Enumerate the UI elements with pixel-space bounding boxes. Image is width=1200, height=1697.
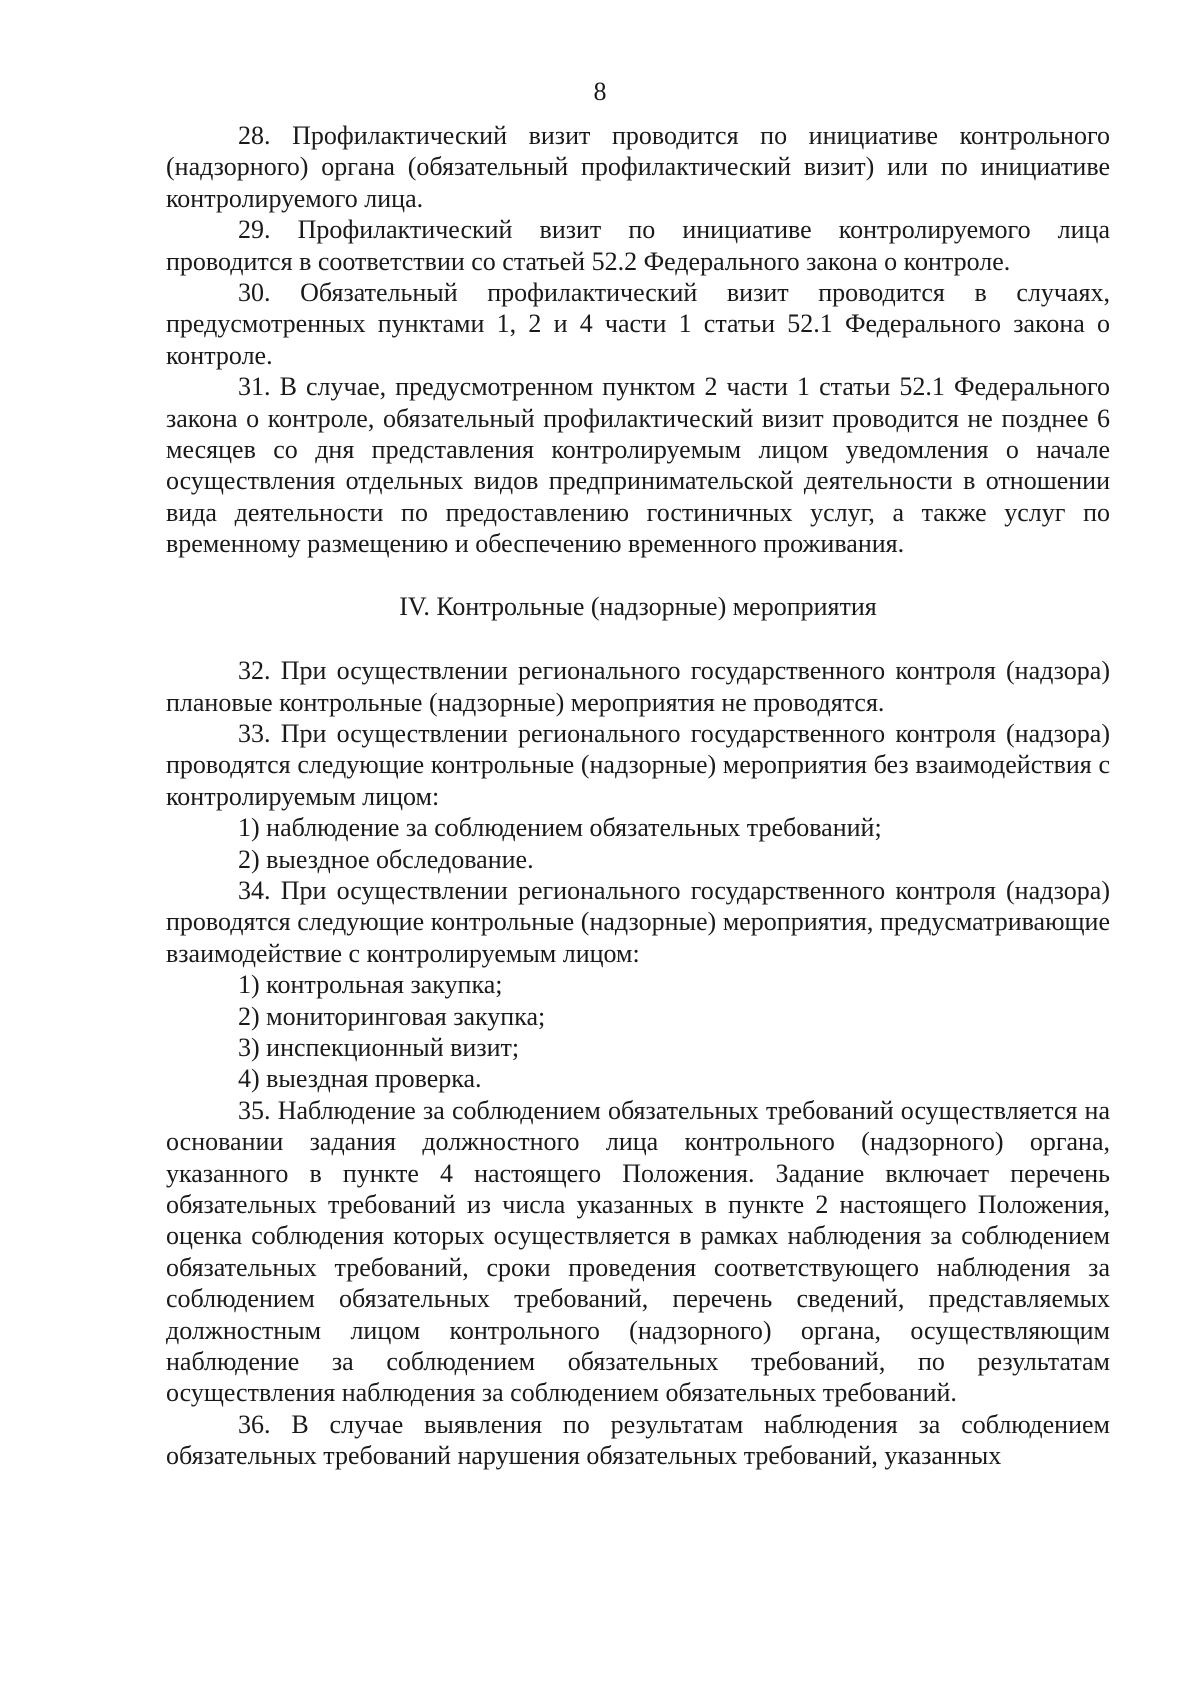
section-title: IV. Контрольные (надзорные) мероприятия xyxy=(399,591,877,621)
paragraph-32: 32. При осуществлении регионального государственного контроля (надзора) плановые контрольные (надзорные) мероприятия не проводятся. xyxy=(166,656,1110,717)
paragraph-30: 30. Обязательный профилактический визит проводится в случаях, предусмотренных пунктами 1, 2 и 4 части 1 статьи 52.1 Федерального закона о контроле. xyxy=(166,278,1110,370)
document-body xyxy=(166,120,1110,1472)
paragraph-28: 28. Профилактический визит проводится по инициативе контрольного (надзорного) органа (обязательный профилактический визит) или по инициативе контролируемого лица. xyxy=(166,121,1110,213)
paragraph-34: 34. При осуществлении регионального государственного контроля (надзора) проводятся следующие контрольные (надзорные) мероприятия, предусматривающие взаимодействие с контролируемым лицом: xyxy=(166,875,1110,968)
list-item-34-4: 4) выездная проверка. xyxy=(238,1064,482,1094)
paragraph-35: 35. Наблюдение за соблюдением обязательных требований осуществляется на основании задания должностного лица контрольного (надзорного) органа, указанного в пункте 4 настоящего Положения. Задание включает перечень обязательных требований из числа указанных в пункте 2 настоящего Положения, оценка соблюдения которых осуществляется в рамках наблюдения за соблюдением обязательных требований, сроки проведения соответствующего наблюдения за соблюдением обязательных требований, перечень сведений, представляемых должностным лицом контрольного (надзорного) органа, осуществляющим наблюдение за соблюдением обязательных требований, по результатам осуществления наблюдения за соблюдением обязательных требований. xyxy=(166,1095,1110,1408)
paragraph-33: 33. При осуществлении регионального государственного контроля (надзора) проводятся следующие контрольные (надзорные) мероприятия без взаимодействия с контролируемым лицом: xyxy=(166,718,1110,811)
page-number: 8 xyxy=(593,77,607,106)
list-item-33-2: 2) выездное обследование. xyxy=(238,844,534,874)
paragraph-29: 29. Профилактический визит по инициативе контролируемого лица проводится в соответствии со статьей 52.2 Федерального закона о контроле. xyxy=(166,215,1110,276)
list-item-33-1: 1) наблюдение за соблюдением обязательных требований; xyxy=(238,813,882,843)
list-item-34-1: 1) контрольная закупка; xyxy=(238,970,503,1000)
list-item-34-2: 2) мониторинговая закупка; xyxy=(238,1001,546,1031)
paragraph-36: 36. В случае выявления по результатам наблюдения за соблюдением обязательных требований нарушения обязательных требований, указанных xyxy=(166,1409,1110,1471)
list-item-34-3: 3) инспекционный визит; xyxy=(238,1032,520,1062)
paragraph-31: 31. В случае, предусмотренном пунктом 2 части 1 статьи 52.1 Федерального закона о контроле, обязательный профилактический визит проводится не позднее 6 месяцев со дня представления контролируемым лицом уведомления о начале осуществления отдельных видов предпринимательской деятельности в отношении вида деятельности по предоставлению гостиничных услуг, а также услуг по временному размещению и обеспечению временного проживания. xyxy=(166,372,1110,559)
